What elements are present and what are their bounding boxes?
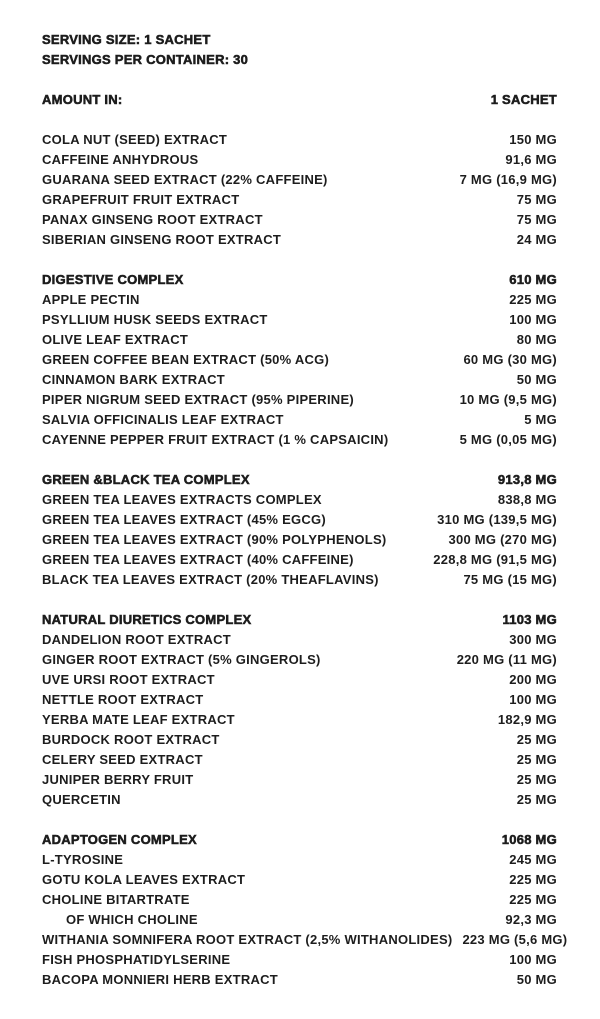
ingredient-row <box>42 350 557 370</box>
ingredient-row <box>42 230 557 250</box>
ingredient-name: CINNAMON BARK EXTRACT <box>42 372 225 387</box>
ingredient-name: NETTLE ROOT EXTRACT <box>42 692 204 707</box>
ingredient-row <box>42 890 557 910</box>
complex-name: ADAPTOGEN COMPLEX <box>42 832 197 847</box>
ingredient-name: BLACK TEA LEAVES EXTRACT (20% THEAFLAVINS) <box>42 572 379 587</box>
ingredient-row <box>42 530 557 550</box>
ingredient-row <box>42 290 557 310</box>
ingredient-row <box>42 190 557 210</box>
ingredient-amount: 200 MG <box>509 672 557 687</box>
complex-amount: 610 MG <box>509 272 557 287</box>
ingredient-amount: 92,3 MG <box>505 912 557 927</box>
ingredient-amount: 228,8 MG (91,5 MG) <box>433 552 557 567</box>
ingredient-amount: 182,9 MG <box>497 712 557 727</box>
adaptogen-complex-group <box>42 830 568 990</box>
ingredient-amount: 300 MG (270 MG) <box>448 532 557 547</box>
ingredient-amount: 100 MG <box>509 952 557 967</box>
ingredient-row <box>42 510 557 530</box>
ingredient-row <box>42 670 557 690</box>
ingredient-amount: 223 MG (5,6 MG) <box>462 932 568 947</box>
ingredient-name: UVE URSI ROOT EXTRACT <box>42 672 215 687</box>
ingredient-name: APPLE PECTIN <box>42 292 140 307</box>
ingredient-row <box>42 330 557 350</box>
ingredient-row <box>42 950 557 970</box>
ingredient-name: GREEN TEA LEAVES EXTRACT (90% POLYPHENOLS) <box>42 532 387 547</box>
ingredient-row <box>42 390 557 410</box>
ingredient-amount: 50 MG <box>516 972 557 987</box>
ingredient-name: GINGER ROOT EXTRACT (5% GINGEROLS) <box>42 652 321 667</box>
spacer <box>42 590 557 610</box>
ingredient-name: YERBA MATE LEAF EXTRACT <box>42 712 235 727</box>
column-header-row <box>42 90 557 110</box>
ingredient-name: L-TYROSINE <box>42 852 124 867</box>
ingredient-amount: 150 MG <box>509 132 557 147</box>
ingredient-row <box>42 870 557 890</box>
ingredient-row <box>42 410 557 430</box>
ingredient-name: GREEN COFFEE BEAN EXTRACT (50% ACG) <box>42 352 330 367</box>
ingredient-amount: 10 MG (9,5 MG) <box>459 392 557 407</box>
complex-header-row <box>42 610 557 630</box>
ingredient-name: GRAPEFRUIT FRUIT EXTRACT <box>42 192 240 207</box>
ingredient-amount: 100 MG <box>509 312 557 327</box>
ingredient-row <box>42 930 568 950</box>
ingredient-amount: 225 MG <box>509 872 557 887</box>
sachet-column-label: 1 SACHET <box>490 92 557 107</box>
ingredient-row <box>42 750 557 770</box>
ingredient-name: DANDELION ROOT EXTRACT <box>42 632 231 647</box>
complex-name: NATURAL DIURETICS COMPLEX <box>42 612 252 627</box>
ingredient-name: GREEN TEA LEAVES EXTRACT (45% EGCG) <box>42 512 326 527</box>
ingredient-row <box>42 790 557 810</box>
green-black-tea-complex-group <box>42 470 557 590</box>
ingredient-amount: 310 MG (139,5 MG) <box>437 512 557 527</box>
ingredient-name: GREEN TEA LEAVES EXTRACTS COMPLEX <box>42 492 322 507</box>
ingredient-name: QUERCETIN <box>42 792 121 807</box>
ingredient-amount: 300 MG <box>509 632 557 647</box>
ingredient-row <box>42 690 557 710</box>
ingredient-name: CAYENNE PEPPER FRUIT EXTRACT (1 % CAPSAICIN) <box>42 432 389 447</box>
ingredient-name: WITHANIA SOMNIFERA ROOT EXTRACT (2,5% WITHANOLIDES) <box>42 932 453 947</box>
complex-amount: 1068 MG <box>501 832 557 847</box>
ingredient-name: JUNIPER BERRY FRUIT <box>42 772 194 787</box>
amount-in-label: AMOUNT IN: <box>42 92 123 107</box>
digestive-complex-group <box>42 270 557 450</box>
ingredient-name: CHOLINE BITARTRATE <box>42 892 190 907</box>
ingredient-row <box>42 630 557 650</box>
ingredient-row <box>42 370 557 390</box>
ingredient-row <box>42 490 557 510</box>
natural-diuretics-complex-group <box>42 610 557 810</box>
ingredient-row <box>42 430 557 450</box>
spacer <box>42 810 557 830</box>
ingredient-row <box>42 710 557 730</box>
ingredient-amount: 245 MG <box>509 852 557 867</box>
ingredient-row <box>42 210 557 230</box>
spacer <box>42 110 557 130</box>
ingredient-amount: 25 MG <box>516 732 557 747</box>
ingredient-row <box>42 770 557 790</box>
ingredient-name: GOTU KOLA LEAVES EXTRACT <box>42 872 246 887</box>
ingredient-name: COLA NUT (SEED) EXTRACT <box>42 132 228 147</box>
serving-size-label: SERVING SIZE: 1 SACHET <box>42 32 211 47</box>
ingredient-name: PSYLLIUM HUSK SEEDS EXTRACT <box>42 312 268 327</box>
ingredient-amount: 5 MG (0,05 MG) <box>459 432 557 447</box>
ingredient-amount: 91,6 MG <box>505 152 557 167</box>
ingredient-row <box>42 730 557 750</box>
complex-header-row <box>42 270 557 290</box>
ingredient-row <box>42 550 557 570</box>
ingredient-name: OF WHICH CHOLINE <box>66 912 198 927</box>
ingredient-amount: 100 MG <box>509 692 557 707</box>
ingredient-amount: 25 MG <box>516 752 557 767</box>
complex-header-row <box>42 470 557 490</box>
complex-amount: 1103 MG <box>502 612 557 627</box>
ingredient-row <box>42 310 557 330</box>
ingredient-amount: 5 MG <box>524 412 557 427</box>
complex-header-row <box>42 830 557 850</box>
ingredient-name: FISH PHOSPHATIDYLSERINE <box>42 952 231 967</box>
ingredient-name: PANAX GINSENG ROOT EXTRACT <box>42 212 263 227</box>
ingredient-amount: 75 MG <box>516 192 557 207</box>
ingredient-subrow <box>42 910 557 930</box>
ingredient-name: CAFFEINE ANHYDROUS <box>42 152 199 167</box>
ingredient-name: GREEN TEA LEAVES EXTRACT (40% CAFFEINE) <box>42 552 354 567</box>
ingredient-amount: 60 MG (30 MG) <box>463 352 557 367</box>
ingredient-name: BACOPA MONNIERI HERB EXTRACT <box>42 972 278 987</box>
servings-per-container-label: SERVINGS PER CONTAINER: 30 <box>42 52 249 67</box>
complex-name: GREEN &BLACK TEA COMPLEX <box>42 472 250 487</box>
ingredient-amount: 25 MG <box>516 772 557 787</box>
ingredient-amount: 838,8 MG <box>497 492 557 507</box>
ingredient-name: GUARANA SEED EXTRACT (22% CAFFEINE) <box>42 172 328 187</box>
ingredient-amount: 225 MG <box>509 892 557 907</box>
complex-name: DIGESTIVE COMPLEX <box>42 272 184 287</box>
ingredient-row <box>42 130 557 150</box>
ingredient-amount: 50 MG <box>516 372 557 387</box>
ingredient-name: SALVIA OFFICINALIS LEAF EXTRACT <box>42 412 284 427</box>
ingredient-name: PIPER NIGRUM SEED EXTRACT (95% PIPERINE) <box>42 392 354 407</box>
ingredient-row <box>42 150 557 170</box>
ingredient-row <box>42 970 557 990</box>
spacer <box>42 250 557 270</box>
ingredient-row <box>42 170 557 190</box>
spacer <box>42 450 557 470</box>
ingredient-amount: 220 MG (11 MG) <box>456 652 557 667</box>
ingredient-amount: 7 MG (16,9 MG) <box>459 172 557 187</box>
ingredient-row <box>42 850 557 870</box>
ingredient-row <box>42 570 557 590</box>
ingredient-amount: 75 MG <box>516 212 557 227</box>
stimulants-group <box>42 130 557 250</box>
ingredient-amount: 225 MG <box>509 292 557 307</box>
complex-amount: 913,8 MG <box>497 472 557 487</box>
ingredient-amount: 25 MG <box>516 792 557 807</box>
ingredient-name: OLIVE LEAF EXTRACT <box>42 332 189 347</box>
ingredient-name: SIBERIAN GINSENG ROOT EXTRACT <box>42 232 282 247</box>
spacer <box>42 70 557 90</box>
ingredient-amount: 75 MG (15 MG) <box>463 572 557 587</box>
ingredient-name: CELERY SEED EXTRACT <box>42 752 203 767</box>
ingredient-row <box>42 650 557 670</box>
ingredient-name: BURDOCK ROOT EXTRACT <box>42 732 220 747</box>
ingredient-amount: 80 MG <box>516 332 557 347</box>
ingredient-amount: 24 MG <box>516 232 557 247</box>
